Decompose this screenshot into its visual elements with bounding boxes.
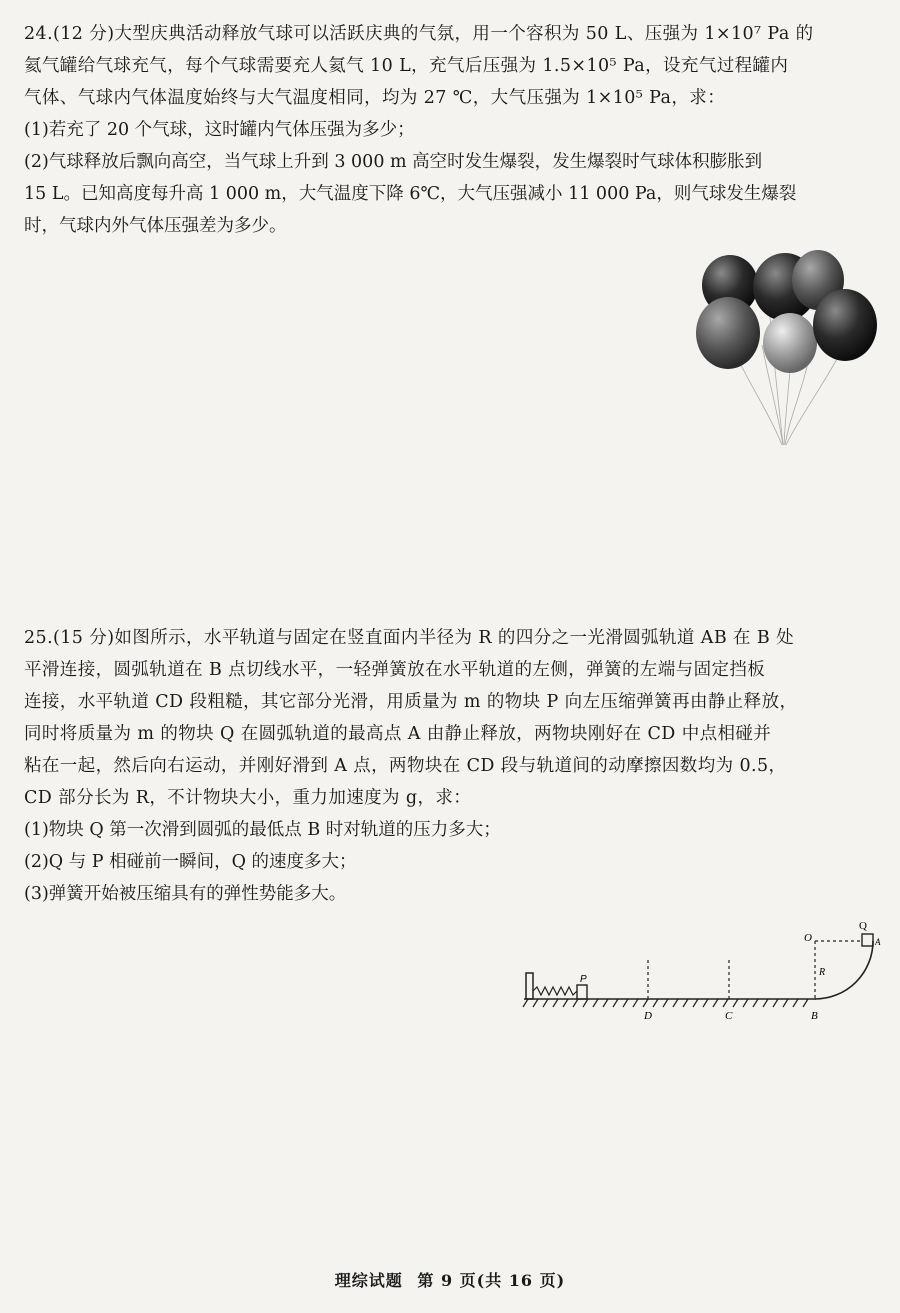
problem-25-question-3: (3)弹簧开始被压缩具有的弹性势能多大。 xyxy=(24,884,347,904)
problem-24-question-2: (2)气球释放后飘向高空，当气球上升到 3 000 m 高空时发生爆裂，发生爆裂时气球体积膨胀到 xyxy=(24,152,763,172)
problem-25-line: 25.(15 分)如图所示，水平轨道与固定在竖直面内半径为 R 的四分之一光滑圆弧轨道 AB 在 B 处 xyxy=(24,628,795,648)
footer-subject: 理综试题 xyxy=(334,1271,403,1290)
problem-25-question-2: (2)Q 与 P 相碰前一瞬间，Q 的速度多大； xyxy=(24,852,357,872)
problem-24-line: 气体、气球内气体温度始终与大气温度相同，均为 27 ℃，大气压强为 1×10⁵ Pa，求： xyxy=(24,88,726,108)
problem-24-question-1: (1)若充了 20 个气球，这时罐内气体压强为多少； xyxy=(24,120,415,140)
track-diagram xyxy=(518,915,898,1025)
problem-25-line: CD 部分长为 R，不计物块大小，重力加速度为 g，求： xyxy=(24,788,472,808)
problem-25-line: 平滑连接，圆弧轨道在 B 点切线水平，一轻弹簧放在水平轨道的左侧，弹簧的左端与固定挡板 xyxy=(24,660,766,680)
problem-25-line: 粘在一起，然后向右运动，并刚好滑到 A 点，两物块在 CD 段与轨道间的动摩擦因数均为 0.5， xyxy=(24,756,787,776)
problem-24-line: 氦气罐给气球充气，每个气球需要充人氦气 10 L，充气后压强为 1.5×10⁵ Pa，设充气过程罐内 xyxy=(24,56,789,76)
problem-25 xyxy=(24,622,880,910)
label-b: B xyxy=(811,1010,818,1022)
label-d: D xyxy=(644,1010,652,1022)
label-a: A xyxy=(875,937,881,947)
balloons-illustration xyxy=(690,245,890,450)
page-footer xyxy=(0,1268,900,1291)
problem-25-line: 同时将质量为 m 的物块 Q 在圆弧轨道的最高点 A 由静止释放，两物块刚好在 CD 中点相碰并 xyxy=(24,724,772,744)
problem-25-line: 连接，水平轨道 CD 段粗糙，其它部分光滑，用质量为 m 的物块 P 向左压缩弹簧再由静止释放， xyxy=(24,692,798,712)
block-q xyxy=(862,934,873,946)
problem-24 xyxy=(24,18,880,242)
spring xyxy=(533,987,577,995)
block-p xyxy=(577,985,587,999)
fixed-baffle xyxy=(526,973,533,999)
label-p: P xyxy=(580,974,587,985)
problem-24-question-2-cont: 15 L。已知高度每升高 1 000 m，大气温度下降 6℃，大气压强减小 11 000 Pa，则气球发生爆裂 xyxy=(24,184,797,204)
label-o: O xyxy=(804,932,812,944)
label-c: C xyxy=(725,1010,733,1022)
problem-25-question-1: (1)物块 Q 第一次滑到圆弧的最低点 B 时对轨道的压力多大； xyxy=(24,820,501,840)
label-r: R xyxy=(819,967,826,978)
ground-hatching xyxy=(523,999,808,1007)
problem-24-question-2-cont: 时，气球内外气体压强差为多少。 xyxy=(24,216,287,236)
footer-page-number: 第 9 页(共 16 页) xyxy=(417,1271,566,1290)
problem-24-line: 24.(12 分)大型庆典活动释放气球可以活跃庆典的气氛，用一个容积为 50 L、压强为 1×10⁷ Pa 的 xyxy=(24,24,814,44)
label-q: Q xyxy=(859,920,867,932)
